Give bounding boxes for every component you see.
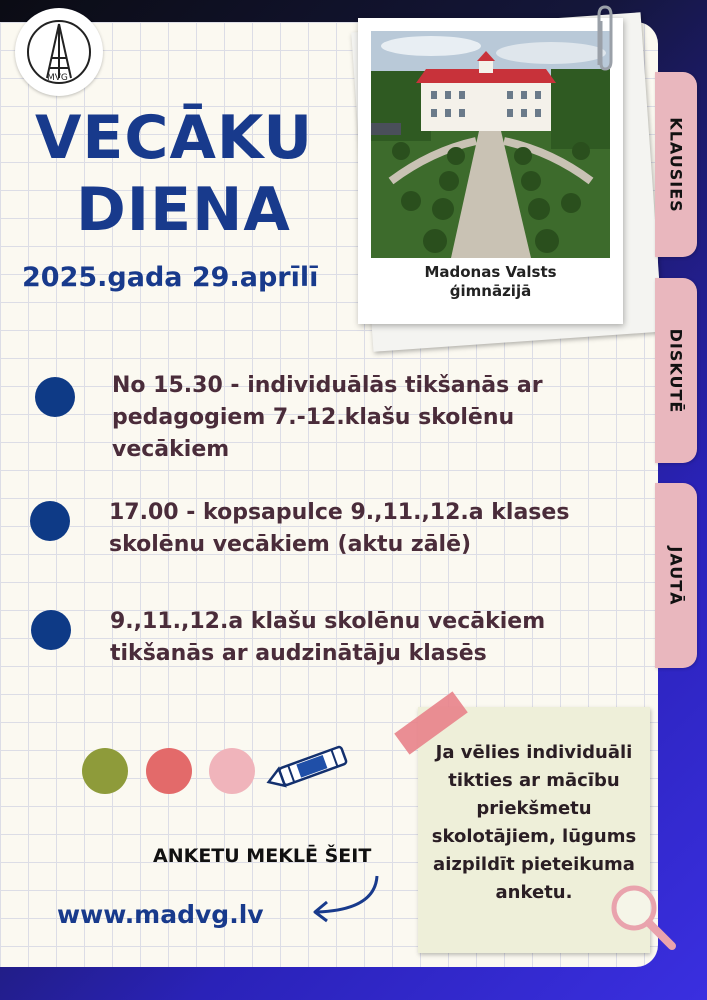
crayon-icon xyxy=(262,742,358,792)
note-line-3: priekšmetu xyxy=(476,798,592,819)
curved-arrow-icon xyxy=(305,872,385,924)
tab-diskute-label: DISKUTĒ xyxy=(666,328,686,413)
title-line-1: VECĀKU xyxy=(35,103,314,173)
note-line-2: tikties ar mācību xyxy=(448,770,620,791)
school-building-image xyxy=(371,31,610,258)
schedule-item-1-line-3: vecākiem xyxy=(112,437,230,462)
schedule-item-1 xyxy=(112,370,543,466)
title-line-2: DIENA xyxy=(76,175,291,245)
bullet-1 xyxy=(35,377,75,417)
schedule-item-3 xyxy=(110,606,545,670)
schedule-item-2 xyxy=(109,497,569,561)
photo-caption-line-2: ģimnāzijā xyxy=(449,282,532,300)
schedule-item-3-line-2: tikšanās ar audzinātāju klasēs xyxy=(110,641,487,666)
tab-diskute[interactable] xyxy=(655,278,697,463)
school-logo-icon xyxy=(25,18,93,86)
schedule-item-1-line-1: No 15.30 - individuālās tikšanās ar xyxy=(112,373,543,398)
schedule-item-2-line-1: 17.00 - kopsapulce 9.,11.,12.a klases xyxy=(109,500,570,525)
schedule-item-3-line-1: 9.,11.,12.a klašu skolēnu vecākiem xyxy=(110,609,546,634)
tab-klausies-label: KLAUSIES xyxy=(666,116,686,213)
green-circle xyxy=(82,748,128,794)
pink-circle xyxy=(209,748,255,794)
svg-text:MVG: MVG xyxy=(47,73,68,83)
photo-caption-line-1: Madonas Valsts xyxy=(424,263,557,281)
event-date: 2025.gada 29.aprīlī xyxy=(22,262,319,293)
tab-jauta[interactable] xyxy=(655,483,697,668)
note-line-1: Ja vēlies individuāli xyxy=(435,742,633,763)
note-line-6: anketu. xyxy=(495,882,573,903)
anketu-prompt: ANKETU MEKLĒ ŠEIT xyxy=(153,845,372,867)
tab-klausies[interactable] xyxy=(655,72,697,257)
website-link[interactable]: www.madvg.lv xyxy=(57,900,264,929)
bullet-2 xyxy=(30,501,70,541)
red-circle xyxy=(146,748,192,794)
schedule-item-1-line-2: pedagogiem 7.-12.klašu skolēnu xyxy=(112,405,515,430)
paperclip-icon xyxy=(594,5,616,75)
schedule-item-2-line-2: skolēnu vecākiem (aktu zālē) xyxy=(109,532,472,557)
magnifier-icon xyxy=(606,880,682,956)
bullet-3 xyxy=(31,610,71,650)
note-line-4: skolotājiem, lūgums xyxy=(431,826,637,847)
note-line-5: aizpildīt pieteikuma xyxy=(433,854,635,875)
school-logo xyxy=(15,8,103,96)
school-photo-card xyxy=(358,18,623,324)
tab-jauta-label: JAUTĀ xyxy=(666,545,686,606)
